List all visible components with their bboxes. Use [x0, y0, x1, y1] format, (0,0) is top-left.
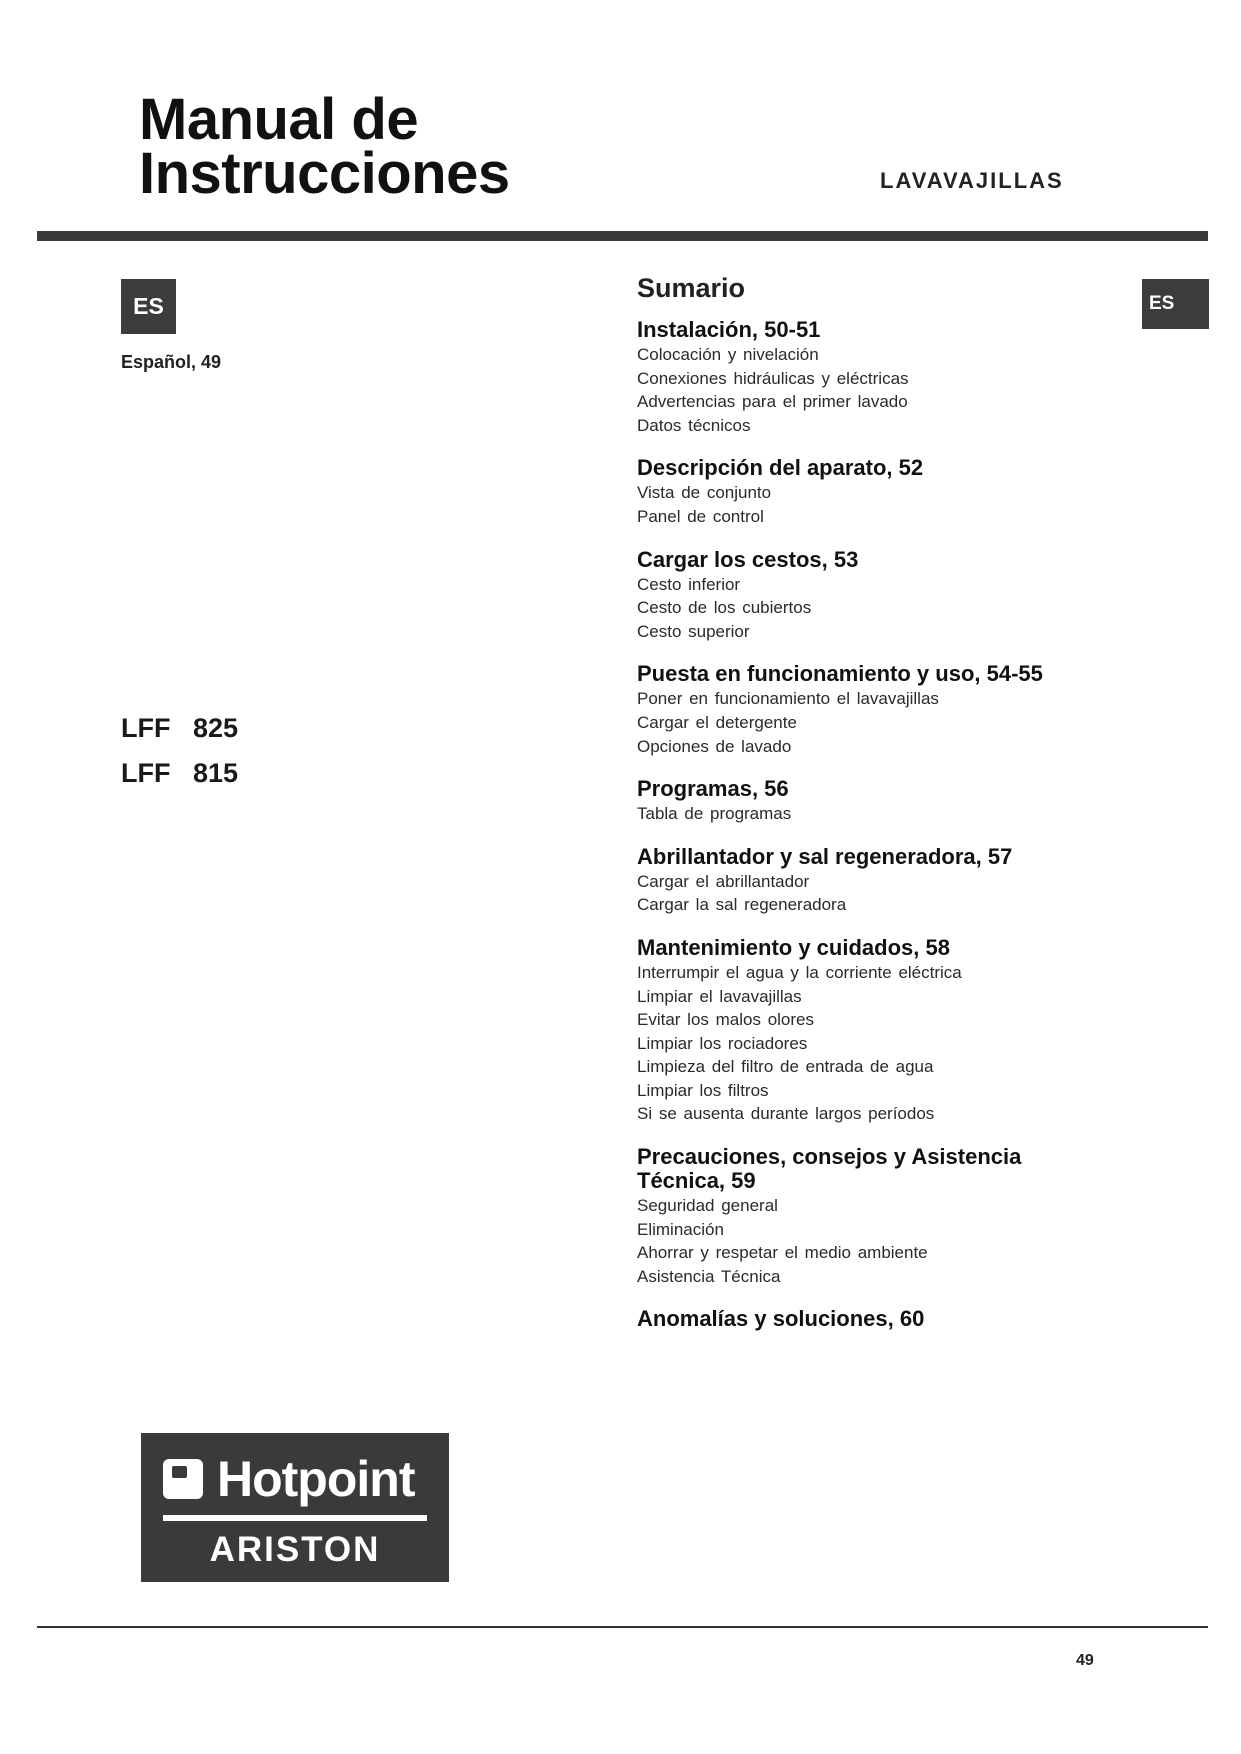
toc-section: [637, 936, 1097, 1126]
toc-item: Interrumpir el agua y la corriente eléctrica: [637, 962, 962, 982]
brand-logo: [141, 1433, 449, 1582]
title-line-2: Instrucciones: [139, 141, 510, 206]
toc-section-title: Mantenimiento y cuidados, 58: [637, 934, 950, 960]
toc-section: [637, 456, 1097, 528]
product-type: LAVAVAJILLAS: [880, 168, 1064, 193]
toc-item: Limpiar los rociadores: [637, 1033, 808, 1053]
hotpoint-square-icon: [163, 1459, 203, 1499]
toc-section: [637, 318, 1097, 437]
toc-section-title: Precauciones, consejos y Asistencia Técnica, 59: [637, 1144, 1022, 1194]
toc-section-title: Puesta en funcionamiento y uso, 54-55: [637, 661, 1043, 687]
language-badge: ES: [121, 279, 176, 334]
toc-item: Cesto de los cubiertos: [637, 598, 812, 618]
toc-section-title: Cargar los cestos, 53: [637, 546, 859, 572]
toc-item: Panel de control: [637, 506, 764, 526]
top-divider: [37, 231, 1208, 241]
toc-item: Si se ausenta durante largos períodos: [637, 1104, 935, 1124]
toc-sections: [637, 318, 1097, 1331]
logo-subname: ARISTON: [209, 1530, 381, 1569]
toc-item: Cesto superior: [637, 621, 750, 641]
toc-item: Colocación y nivelación: [637, 345, 819, 364]
title-line-1: Manual de: [139, 87, 419, 152]
toc-item: Cargar el abrillantador: [637, 871, 810, 891]
toc-item: Vista de conjunto: [637, 483, 772, 503]
toc-section-title: Instalación, 50-51: [637, 317, 821, 342]
toc-section: [637, 777, 1097, 826]
toc-item: Limpieza del filtro de entrada de agua: [637, 1057, 934, 1077]
bottom-divider: [37, 1626, 1208, 1628]
logo-divider: [163, 1515, 427, 1521]
model-list: [121, 706, 238, 796]
logo-brand-name: Hotpoint: [217, 1451, 415, 1507]
language-tab: ES: [1142, 279, 1209, 329]
toc-item: Limpiar el lavavajillas: [637, 986, 802, 1006]
model-name: LFF 825: [121, 713, 239, 743]
toc-item: Evitar los malos olores: [637, 1010, 815, 1030]
toc-heading: Sumario: [637, 273, 746, 303]
toc-item: Advertencias para el primer lavado: [637, 392, 908, 412]
toc-item: Conexiones hidráulicas y eléctricas: [637, 368, 909, 388]
toc-section: [637, 1307, 1097, 1331]
language-index: Español, 49: [121, 352, 222, 372]
model-name: LFF 815: [121, 758, 239, 788]
toc-item: Cargar la sal regeneradora: [637, 895, 847, 915]
toc-section: [637, 662, 1097, 758]
toc-section: [637, 845, 1097, 917]
toc-item: Cesto inferior: [637, 574, 741, 594]
toc-item: Poner en funcionamiento el lavavajillas: [637, 689, 939, 709]
toc-section-title: Programas, 56: [637, 776, 789, 802]
toc-section: [637, 1145, 1097, 1288]
page-number: 49: [1076, 1652, 1094, 1669]
toc-item: Seguridad general: [637, 1196, 778, 1216]
toc-item: Limpiar los filtros: [637, 1080, 769, 1100]
toc-section: [637, 548, 1097, 644]
toc-item: Opciones de lavado: [637, 736, 792, 756]
toc-item: Cargar el detergente: [637, 712, 797, 732]
toc-section-title: Anomalías y soluciones, 60: [637, 1306, 925, 1332]
manual-title: [139, 87, 510, 206]
toc-item: Eliminación: [637, 1219, 724, 1239]
table-of-contents: [637, 273, 1097, 1350]
toc-section-title: Descripción del aparato, 52: [637, 455, 924, 481]
toc-item: Ahorrar y respetar el medio ambiente: [637, 1243, 928, 1263]
toc-section-title: Abrillantador y sal regeneradora, 57: [637, 843, 1013, 869]
toc-item: Tabla de programas: [637, 804, 792, 824]
toc-item: Datos técnicos: [637, 415, 751, 435]
toc-item: Asistencia Técnica: [637, 1266, 781, 1286]
